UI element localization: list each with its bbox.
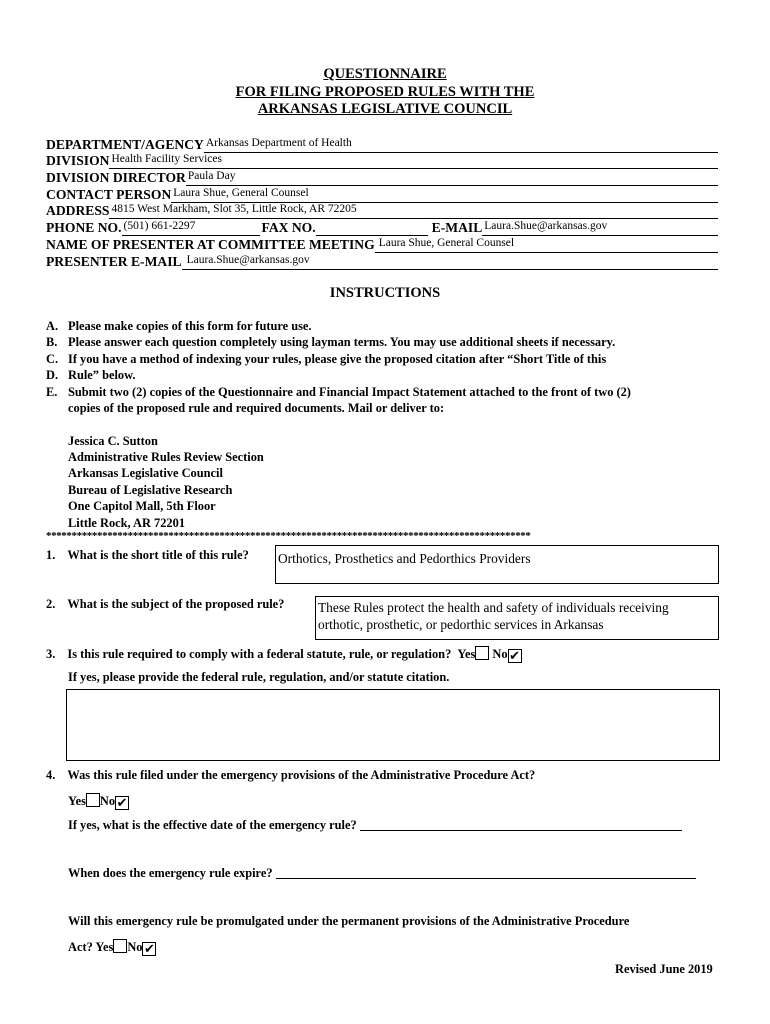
question-number: 4. [46, 768, 56, 782]
instruction-letter: E. [46, 384, 58, 399]
q3-yes-checkbox[interactable] [475, 646, 489, 660]
q4-yes-no [68, 793, 129, 810]
instruction-text: Rule” below. [68, 368, 136, 383]
q4-effective-date [68, 818, 682, 833]
q2-answer-box[interactable] [315, 596, 719, 640]
q4-effective-field[interactable] [360, 818, 682, 831]
q2-answer-line2: orthotic, prosthetic, or pedorthic services in Arkansas [318, 617, 604, 632]
presenter-field[interactable]: Laura Shue, General Counsel [375, 237, 718, 253]
department-field[interactable]: Arkansas Department of Health [204, 137, 718, 153]
question-number: 3. [46, 647, 56, 661]
q4-yes2-label: Yes [95, 940, 114, 954]
email-field[interactable]: Laura.Shue@arkansas.gov [482, 220, 718, 236]
q4-no2-label: No [127, 940, 143, 954]
separator-stars: *********************************************************************************************** [46, 530, 531, 542]
q3-no-label: No [492, 647, 508, 661]
instruction-letter: B. [46, 335, 58, 350]
address-label: ADDRESS [46, 203, 110, 219]
division-label: DIVISION [46, 153, 110, 169]
question-text: Is this rule required to comply with a federal statute, rule, or regulation? [67, 647, 452, 661]
presenter-email-label: PRESENTER E-MAIL [46, 253, 182, 269]
q3-no-checkbox[interactable]: ✔ [509, 648, 520, 663]
q4-effective-label: If yes, what is the effective date of the emergency rule? [68, 818, 357, 832]
q3-followup: If yes, please provide the federal rule, regulation, and/or statute citation. [68, 670, 450, 684]
phone-fax-email-row [46, 220, 718, 237]
instructions-heading: INSTRUCTIONS [329, 285, 441, 301]
instruction-text: Please answer each question completely using layman terms. You may use additional sheets if necessary. [68, 335, 616, 350]
division-row [46, 153, 718, 170]
instruction-letter: D. [46, 368, 59, 383]
q1-answer-box[interactable] [275, 545, 719, 584]
q4-permanent-line2 [68, 939, 156, 956]
question-1 [46, 548, 249, 563]
instruction-item [46, 367, 746, 383]
question-4 [46, 768, 535, 783]
q4-expire-field[interactable] [276, 866, 696, 879]
question-text: Was this rule filed under the emergency provisions of the Administrative Procedure Act? [67, 768, 536, 782]
q4-yes-checkbox[interactable] [86, 793, 100, 807]
division-field[interactable]: Health Facility Services [109, 153, 718, 169]
instruction-letter: A. [46, 319, 59, 333]
revision-date: Revised June 2019 [615, 962, 713, 976]
mailing-address-line: Jessica C. Sutton [68, 433, 158, 448]
mailing-address-line: Arkansas Legislative Council [68, 466, 223, 481]
question-number: 1. [46, 548, 56, 562]
instruction-item [46, 351, 746, 367]
director-field[interactable]: Paula Day [186, 170, 718, 186]
presenter-label: NAME OF PRESENTER AT COMMITTEE MEETING [46, 236, 375, 252]
fax-label: FAX NO. [261, 220, 316, 236]
q4-expire [68, 866, 696, 881]
instruction-text: Please make copies of this form for future use. [68, 319, 312, 333]
contact-label: CONTACT PERSON [46, 186, 172, 202]
q4-permanent-line1: Will this emergency rule be promulgated under the permanent provisions of the Administrative Procedure [68, 914, 630, 928]
question-text: What is the subject of the proposed rule? [67, 597, 285, 611]
form-title-line2: FOR FILING PROPOSED RULES WITH THE [235, 83, 535, 100]
instruction-item [46, 400, 746, 416]
q2-answer-line1: These Rules protect the health and safety of individuals receiving [318, 600, 669, 615]
phone-label: PHONE NO. [46, 220, 122, 236]
q3-citation-box[interactable] [66, 689, 720, 761]
q4-act-label: Act? [68, 940, 93, 954]
presenter-email-row [46, 253, 718, 270]
contact-row [46, 186, 718, 203]
department-label: DEPARTMENT/AGENCY [46, 136, 204, 152]
address-row [46, 203, 718, 220]
instruction-text: copies of the proposed rule and required documents. Mail or deliver to: [68, 401, 445, 415]
presenter-email-field[interactable]: Laura.Shue@arkansas.gov [182, 254, 718, 270]
q3-yes-label: Yes [457, 647, 476, 661]
email-label: E-MAIL [431, 220, 483, 236]
q4-no2-checkbox[interactable]: ✔ [144, 941, 155, 956]
contact-field[interactable]: Laura Shue, General Counsel [171, 187, 718, 203]
q4-no-label: No [99, 794, 116, 808]
q4-yes2-checkbox[interactable] [113, 939, 127, 953]
mailing-address-line: Little Rock, AR 72201 [68, 515, 186, 530]
fax-field[interactable] [316, 220, 428, 236]
phone-field[interactable]: (501) 661-2297 [122, 220, 260, 236]
form-title-line3: ARKANSAS LEGISLATIVE COUNCIL [257, 101, 513, 117]
q4-expire-label: When does the emergency rule expire? [68, 866, 273, 880]
instruction-item [46, 334, 746, 350]
question-text: What is the short title of this rule? [67, 548, 249, 562]
director-row [46, 169, 718, 186]
q1-answer: Orthotics, Prosthetics and Pedorthics Providers [278, 551, 531, 566]
presenter-row [46, 236, 718, 253]
q4-no-checkbox[interactable]: ✔ [116, 795, 128, 810]
mailing-address-line: Bureau of Legislative Research [68, 482, 233, 497]
instruction-letter: C. [46, 351, 59, 366]
question-3 [46, 646, 522, 663]
q4-yes-label: Yes [68, 794, 86, 808]
question-number: 2. [46, 597, 56, 611]
form-title-line1: QUESTIONNAIRE [323, 66, 447, 82]
mailing-address-line: Administrative Rules Review Section [68, 449, 264, 464]
director-label: DIVISION DIRECTOR [46, 170, 186, 186]
instruction-text: If you have a method of indexing your rules, please give the proposed citation after “Short Title of this [68, 351, 607, 366]
instruction-item [46, 384, 746, 400]
department-row [46, 136, 718, 153]
address-field[interactable]: 4815 West Markham, Slot 35, Little Rock, AR 72205 [109, 203, 718, 219]
mailing-address-line: One Capitol Mall, 5th Floor [68, 499, 216, 514]
instruction-text: Submit two (2) copies of the Questionnaire and Financial Impact Statement attached to the front of two (2) [68, 384, 631, 399]
instruction-item [46, 318, 746, 334]
question-2 [46, 597, 284, 612]
